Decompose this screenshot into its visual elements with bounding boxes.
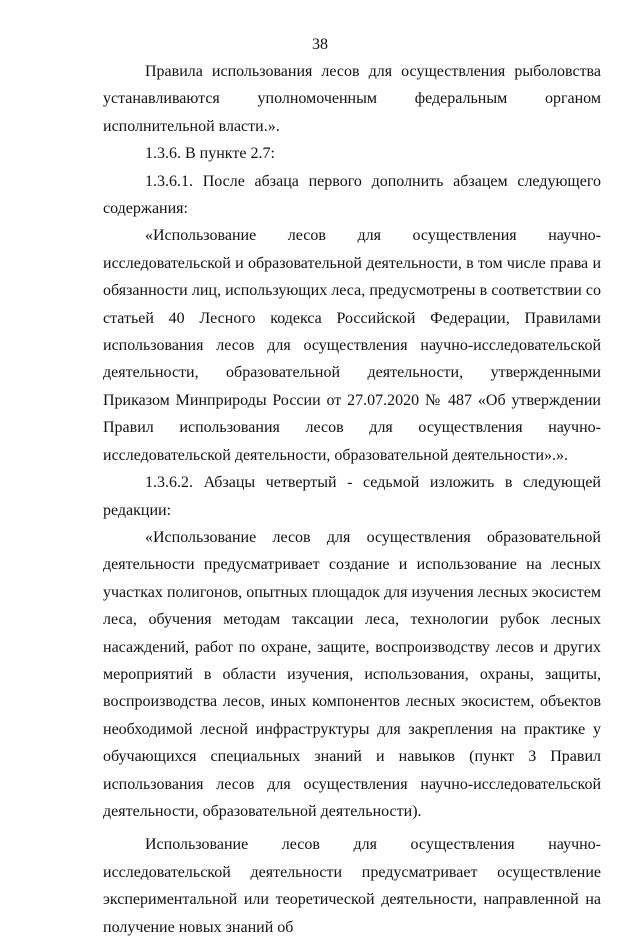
paragraph-quote-educational-use: «Использование лесов для осуществления образовательной деятельности предусматривает создание и использование на лесных участках полигонов, опытных площадок для изучения лесных экосистем леса, обучения методам таксации леса, технологии рубок лесных насаждений, работ по охране, защите, воспроизводству лесов и других мероприятий в области изучения, использования, охраны, защиты, воспроизводства лесов, иных компонентов лесных экосистем, объектов необходимой лесной инфраструктуры для закрепления на практике у обучающихся специальных знаний и навыков (пункт 3 Правил использования лесов для осуществления научно-исследовательской деятельности, образовательной деятельности).	[103, 528, 601, 820]
paragraph-rules-fishing: Правила использования лесов для осуществления рыболовства устанавливаются уполномоченным федеральным органом исполнительной власти.».	[103, 63, 601, 135]
page-number: 38	[312, 36, 328, 53]
paragraph-item-1-3-6-2: 1.3.6.2. Абзацы четвертый - седьмой изложить в следующей редакции:	[103, 474, 601, 519]
paragraph-quote-research-use: «Использование лесов для осуществления научно-исследовательской и образовательной деятельности, в том числе права и обязанности лиц, использующих леса, предусмотрены в соответствии со статьей 40 Лесного кодекса Российской Федерации, Правилами использования лесов для осуществления научно-исследовательской деятельности, образовательной деятельности, утвержденными Приказом Минприроды России от 27.07.2020 № 487 «Об утверждении Правил использования лесов для осуществления научно-исследовательской деятельности, образовательной деятельности».».	[103, 227, 601, 464]
paragraph-item-1-3-6-1: 1.3.6.1. После абзаца первого дополнить абзацем следующего содержания:	[103, 172, 601, 218]
document-body	[103, 58, 601, 941]
paragraph-research-activity: Использование лесов для осуществления научно-исследовательской деятельности предусматривает осуществление экспериментальной или теоретической деятельности, направленной на получение новых знаний об	[103, 836, 601, 936]
paragraph-item-1-3-6: 1.3.6. В пункте 2.7:	[145, 145, 275, 163]
